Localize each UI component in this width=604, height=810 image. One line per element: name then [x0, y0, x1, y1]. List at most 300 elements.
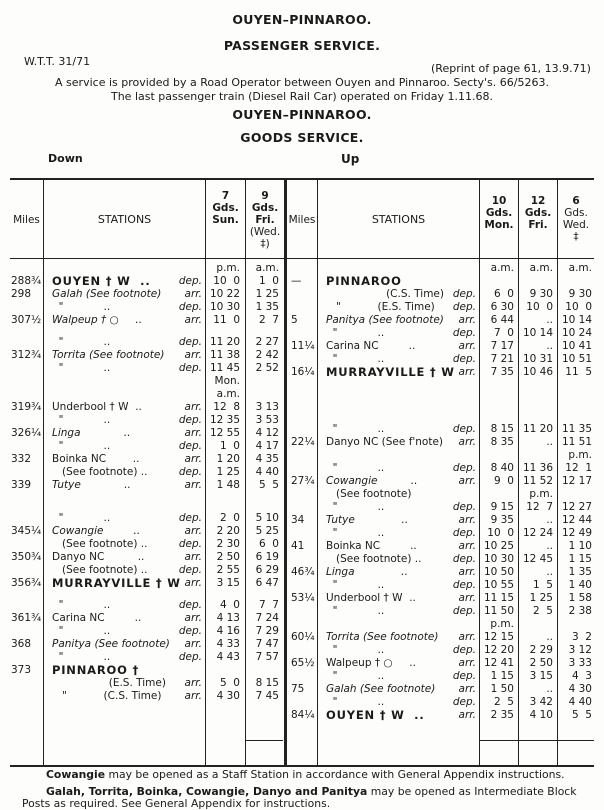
row-time: 12 7 [526, 501, 553, 514]
row-station: " .. [52, 511, 111, 524]
row-miles: 326¼ [11, 427, 42, 440]
row-arr-dep: dep. [452, 527, 476, 540]
row-time: 4 40 [568, 696, 592, 709]
row-time: 1 15 [490, 670, 514, 683]
row-arr-dep: arr. [458, 709, 476, 722]
row-time: 7 47 [255, 637, 279, 650]
row-time: 2 7 [258, 314, 279, 326]
train-number: 12 [530, 195, 546, 207]
row-arr-dep: dep. [178, 362, 202, 375]
row-time: 10 41 [561, 340, 592, 352]
row-station: " .. [326, 579, 385, 592]
row-arr-dep: arr. [184, 349, 202, 362]
row-time: 12 41 [483, 657, 514, 670]
row-arr-dep: arr. [458, 631, 476, 644]
row-station: OUYEN † W .. [326, 708, 425, 723]
row-time: 4 13 [216, 611, 240, 624]
train-type: Gds. [251, 202, 279, 214]
table-row [0, 575, 604, 592]
down-miles-header: Miles [13, 214, 40, 226]
row-station: Torrita (See footnote) [52, 349, 165, 362]
row-arr-dep: arr. [458, 566, 476, 579]
row-time: 10 14 [522, 327, 553, 339]
table-row [0, 301, 604, 314]
row-time: 10 0 [213, 275, 240, 287]
row-station: " .. [326, 327, 385, 339]
row-time: 10 30 [209, 301, 240, 313]
row-station: Linga .. [326, 566, 408, 579]
row-time: 11 20 [209, 336, 240, 349]
train-number: 7 [221, 190, 230, 202]
footnote-stations: Galah, Torrita, Boinka, Cowangie, Danyo and Panitya [46, 785, 368, 798]
row-time: 2 35 [490, 709, 514, 722]
row-time: 3 12 [568, 644, 592, 657]
table-row [0, 366, 604, 379]
route-title-2: OUYEN–PINNAROO. [232, 107, 372, 122]
row-time: 2 38 [568, 605, 592, 618]
row-time: 6 0 [493, 288, 514, 300]
row-time: 1 15 [568, 553, 592, 566]
row-time: 8 15 [255, 676, 279, 689]
row-miles: 11¼ [291, 340, 315, 352]
row-miles: 5 [291, 314, 298, 326]
row-arr-dep: dep. [178, 563, 202, 576]
row-time: 1 5 [532, 579, 553, 592]
row-time: 3 15 [529, 670, 553, 683]
row-time: 7 7 [258, 598, 279, 611]
row-time: 5 10 [255, 511, 279, 524]
row-time: 11 35 [561, 423, 592, 436]
row-station: MURRAYVILLE † W [52, 575, 181, 590]
row-time: 3 13 [255, 401, 279, 414]
row-time: 5 0 [219, 676, 240, 689]
table-row [0, 488, 604, 501]
row-time: p.m. [568, 449, 592, 462]
row-miles: 84¼ [291, 709, 315, 722]
table-row [0, 462, 604, 475]
row-time: a.m. [568, 262, 592, 274]
table-top-rule [10, 178, 594, 180]
row-miles: 298 [11, 288, 32, 300]
row-arr-dep: arr. [184, 676, 202, 689]
row-time: 12 8 [213, 401, 240, 414]
table-row [0, 563, 604, 579]
up-label: Up [341, 152, 360, 166]
footnote-cowangie [46, 768, 565, 781]
row-time: 8 40 [490, 462, 514, 475]
row-station: Boinka NC .. [326, 540, 417, 553]
row-time: 4 43 [216, 650, 240, 663]
row-station: Walpeup † ○ .. [52, 314, 143, 326]
table-row [0, 550, 604, 566]
table-row [0, 511, 604, 527]
row-miles: — [291, 275, 302, 287]
table-bottom-rule [10, 765, 594, 767]
row-time: 1 35 [568, 566, 592, 579]
row-miles: 288¾ [11, 275, 42, 287]
table-row [0, 696, 604, 709]
train-type: Gds. [212, 202, 239, 214]
row-time: 2 20 [216, 524, 240, 537]
row-station: Walpeup † ○ .. [326, 657, 416, 670]
row-station: (C.S. Time) [326, 288, 444, 300]
row-station: " .. [52, 650, 111, 663]
row-time: 4 17 [255, 440, 279, 453]
row-time: 4 3 [571, 670, 592, 683]
table-row [0, 657, 604, 670]
row-time: 3 42 [529, 696, 553, 709]
row-arr-dep: dep. [452, 696, 476, 709]
footnote-text: may be opened as a Staff Station in accordance with General Appendix instructions. [105, 768, 565, 781]
row-arr-dep: arr. [184, 576, 202, 589]
down-stations-header: STATIONS [97, 213, 152, 226]
reprint-note: (Reprint of page 61, 13.9.71) [431, 62, 591, 75]
row-arr-dep: arr. [184, 689, 202, 702]
row-station: MURRAYVILLE † W [326, 365, 455, 379]
row-arr-dep: arr. [184, 550, 202, 563]
row-miles: 65½ [291, 657, 315, 670]
end-rule [245, 740, 283, 741]
row-arr-dep: dep. [178, 414, 202, 427]
row-time: 4 16 [216, 624, 240, 637]
row-station: " .. [326, 423, 385, 436]
row-time: 9 15 [490, 501, 514, 514]
row-time: 7 21 [490, 353, 514, 365]
row-station: (See footnote) .. [52, 563, 148, 576]
table-row [0, 709, 604, 722]
row-time: 11 20 [522, 423, 553, 436]
table-row [0, 618, 604, 631]
row-time: 10 24 [561, 327, 592, 339]
row-time: 11 36 [522, 462, 553, 475]
row-station: (See footnote) [326, 488, 412, 501]
row-miles: 332 [11, 453, 32, 466]
row-station: Carina NC .. [326, 340, 416, 352]
row-time: 1 25 [216, 466, 240, 479]
train-type: Gds. [485, 207, 513, 219]
row-time: 12 55 [209, 427, 240, 440]
row-arr-dep: dep. [178, 537, 202, 550]
train-7-header [206, 190, 245, 226]
row-station: " .. [326, 462, 385, 475]
row-time: 2 27 [255, 336, 279, 349]
row-station: (See footnote) .. [52, 466, 148, 479]
train-number: 10 [491, 195, 507, 207]
row-arr-dep: arr. [458, 540, 476, 553]
row-arr-dep: dep. [452, 327, 476, 339]
train-day: Sun. [212, 214, 239, 226]
row-miles: 345¼ [11, 524, 42, 537]
row-time: p.m. [490, 618, 514, 631]
row-arr-dep: arr. [458, 436, 476, 449]
row-arr-dep: arr. [458, 657, 476, 670]
row-time: .. [546, 514, 553, 527]
row-arr-dep: dep. [452, 579, 476, 592]
table-row [0, 388, 604, 401]
footnote-text: may be opened as Intermediate Block [367, 785, 577, 798]
train-number: 6 [572, 195, 580, 207]
table-row [0, 262, 604, 275]
row-station: (See footnote) .. [326, 553, 422, 566]
row-miles: 368 [11, 637, 32, 650]
row-time: 10 51 [561, 353, 592, 365]
row-arr-dep: dep. [178, 336, 202, 349]
row-arr-dep: dep. [452, 501, 476, 514]
row-time: 8 15 [490, 423, 514, 436]
row-time: 5 5 [258, 479, 279, 492]
row-time: 1 50 [490, 683, 514, 696]
row-station: Cowangie .. [326, 475, 418, 488]
row-time: 11 50 [483, 605, 514, 618]
row-time: 1 25 [255, 288, 279, 300]
row-time: 8 35 [490, 436, 514, 449]
row-station: " .. [326, 501, 385, 514]
table-row [0, 670, 604, 683]
row-time: .. [546, 340, 553, 352]
train-number: 9 [261, 190, 269, 202]
row-station: OUYEN † W .. [52, 274, 151, 288]
row-arr-dep: dep. [178, 624, 202, 637]
row-time: .. [546, 683, 553, 696]
goods-service-heading: GOODS SERVICE. [240, 130, 364, 145]
row-station: (E.S. Time) [52, 676, 166, 689]
train-day: Wed. [562, 219, 590, 231]
row-miles: 60¼ [291, 631, 315, 644]
row-time: 12 45 [522, 553, 553, 566]
row-time: 4 12 [255, 427, 279, 440]
row-miles: 46¾ [291, 566, 315, 579]
row-time: 12 15 [483, 631, 514, 644]
table-row [0, 275, 604, 288]
row-time: 6 30 [490, 301, 514, 313]
row-arr-dep: arr. [184, 453, 202, 466]
row-station: Galah (See footnote) [52, 288, 162, 300]
row-time: 7 17 [490, 340, 514, 352]
row-arr-dep: dep. [178, 598, 202, 611]
row-time: 4 33 [216, 637, 240, 650]
row-time: 2 0 [219, 511, 240, 524]
row-arr-dep: arr. [458, 475, 476, 488]
row-time: 9 0 [493, 475, 514, 488]
header-rule [10, 258, 594, 259]
row-time: p.m. [216, 262, 240, 274]
row-time: 10 0 [487, 527, 514, 540]
row-time: 3 2 [571, 631, 592, 644]
table-row [0, 314, 604, 327]
row-miles: 16¼ [291, 366, 315, 378]
row-time: 1 0 [219, 440, 240, 453]
row-station: Torrita (See footnote) [326, 631, 439, 644]
row-time: 9 35 [490, 514, 514, 527]
row-arr-dep: arr. [184, 314, 202, 326]
row-time: .. [546, 540, 553, 553]
row-arr-dep: arr. [184, 427, 202, 440]
row-time: 7 35 [490, 366, 514, 378]
row-arr-dep: dep. [452, 423, 476, 436]
row-time: 7 45 [255, 689, 279, 702]
up-miles-header: Miles [288, 214, 316, 226]
footnote-station: Cowangie [46, 768, 106, 781]
row-miles: 27¾ [291, 475, 315, 488]
table-row [0, 537, 604, 553]
up-stations-header: STATIONS [371, 213, 426, 226]
row-time: 1 25 [529, 592, 553, 605]
train-6-header [558, 195, 594, 243]
row-station: " .. [52, 624, 111, 637]
row-time: 10 50 [483, 566, 514, 579]
row-station: Tutye .. [326, 514, 409, 527]
row-miles: 319¾ [11, 401, 42, 414]
row-arr-dep: dep. [178, 301, 202, 313]
row-time: 3 15 [216, 576, 240, 589]
row-time: 7 57 [255, 650, 279, 663]
last-train-note: The last passenger train (Diesel Rail Car) operated on Friday 1.11.68. [110, 90, 494, 103]
row-station: " .. [52, 336, 111, 349]
row-time: .. [546, 631, 553, 644]
row-arr-dep: arr. [458, 366, 476, 378]
row-time: 10 46 [522, 366, 553, 378]
table-row [0, 501, 604, 514]
table-row [0, 327, 604, 340]
row-miles: 312¾ [11, 349, 42, 362]
row-time: a.m. [255, 262, 279, 274]
row-time: 10 14 [561, 314, 592, 326]
row-time: 11 51 [561, 436, 592, 449]
row-time: 9 30 [568, 288, 592, 300]
row-time: 10 55 [483, 579, 514, 592]
row-arr-dep: arr. [184, 479, 202, 492]
row-arr-dep: dep. [452, 288, 476, 300]
train-note-mark: ‡ [573, 231, 579, 243]
row-arr-dep: arr. [458, 340, 476, 352]
row-arr-dep: dep. [178, 440, 202, 453]
row-station: Boinka NC .. [52, 453, 140, 466]
train-type: Gds. [564, 207, 588, 219]
row-arr-dep: dep. [178, 466, 202, 479]
row-miles: 356¾ [11, 576, 42, 589]
row-time: 2 42 [255, 349, 279, 362]
row-miles: 41 [291, 540, 305, 553]
row-arr-dep: dep. [452, 301, 476, 313]
down-label: Down [48, 152, 83, 165]
row-station: Linga .. [52, 427, 131, 440]
train-12-header [519, 195, 557, 231]
row-time: a.m. [216, 388, 240, 401]
row-time: 11 5 [565, 366, 592, 378]
row-time: 2 30 [216, 537, 240, 550]
row-time: 3 53 [255, 414, 279, 427]
row-station: PINNAROO [326, 274, 402, 288]
row-time: 10 25 [483, 540, 514, 553]
row-time: 6 29 [255, 563, 279, 576]
row-time: 6 0 [258, 537, 279, 550]
row-arr-dep: dep. [452, 670, 476, 683]
train-10-header [480, 195, 518, 231]
row-time: a.m. [490, 262, 514, 274]
row-station: Underbool † W .. [52, 401, 142, 414]
row-time: 6 44 [490, 314, 514, 326]
row-time: 12 24 [522, 527, 553, 540]
row-time: 1 58 [568, 592, 592, 605]
row-arr-dep: arr. [458, 314, 476, 326]
row-time: 3 33 [568, 657, 592, 670]
row-miles: 350¾ [11, 550, 42, 563]
row-station: " (E.S. Time) [326, 301, 435, 313]
row-miles: 373 [11, 663, 32, 676]
row-station: " .. [52, 414, 111, 427]
row-station: " .. [52, 362, 111, 375]
table-row [0, 436, 604, 449]
row-arr-dep: dep. [452, 353, 476, 365]
row-station: PINNAROO † [52, 662, 140, 677]
row-time: p.m. [529, 488, 553, 501]
row-station: (See footnote) .. [52, 537, 148, 550]
row-arr-dep: arr. [458, 683, 476, 696]
row-arr-dep: arr. [184, 637, 202, 650]
row-time: a.m. [529, 262, 553, 274]
row-time: 10 0 [526, 301, 553, 313]
row-station: Galah (See footnote) [326, 683, 436, 696]
row-time: 2 29 [529, 644, 553, 657]
row-time: 11 0 [213, 314, 240, 326]
row-station: Tutye .. [52, 479, 131, 492]
table-row [0, 592, 604, 605]
row-time: 12 49 [561, 527, 592, 540]
row-time: 12 1 [565, 462, 592, 475]
row-station: " .. [52, 440, 111, 453]
row-station: " .. [52, 301, 111, 313]
table-row [0, 683, 604, 696]
row-station: Danyo NC .. [52, 550, 145, 563]
row-time: 7 24 [255, 611, 279, 624]
row-time: 2 55 [216, 563, 240, 576]
row-time: 4 30 [568, 683, 592, 696]
row-time: 1 0 [258, 275, 279, 287]
table-row [0, 644, 604, 657]
row-time: 2 50 [216, 550, 240, 563]
train-note-mark: ‡) [260, 238, 270, 250]
row-time: 6 19 [255, 550, 279, 563]
row-station: " (C.S. Time) [52, 689, 162, 702]
row-time: 9 30 [529, 288, 553, 300]
row-time: 11 15 [483, 592, 514, 605]
train-day: Fri. [255, 214, 275, 226]
train-day: Fri. [528, 219, 548, 231]
row-arr-dep: dep. [178, 511, 202, 524]
row-station: " .. [52, 598, 111, 611]
row-time: 10 0 [565, 301, 592, 313]
row-time: 2 52 [255, 362, 279, 375]
row-time: 10 22 [209, 288, 240, 300]
row-time: 5 25 [255, 524, 279, 537]
row-station: Panitya (See footnote) [326, 314, 444, 326]
row-time: 1 48 [216, 479, 240, 492]
route-title: OUYEN–PINNAROO. [232, 12, 372, 27]
row-station: " .. [326, 605, 385, 618]
row-time: 10 31 [522, 353, 553, 365]
row-station: " .. [326, 696, 385, 709]
table-row [0, 353, 604, 366]
wtt-reference: W.T.T. 31/71 [24, 55, 91, 68]
end-rule [480, 740, 594, 741]
row-arr-dep: arr. [184, 288, 202, 300]
row-miles: 361¾ [11, 611, 42, 624]
row-time: .. [546, 566, 553, 579]
row-arr-dep: dep. [452, 462, 476, 475]
row-time: 4 10 [529, 709, 553, 722]
row-station: Danyo NC (See f'note) [326, 436, 444, 449]
train-alt-day: (Wed. [249, 226, 281, 238]
